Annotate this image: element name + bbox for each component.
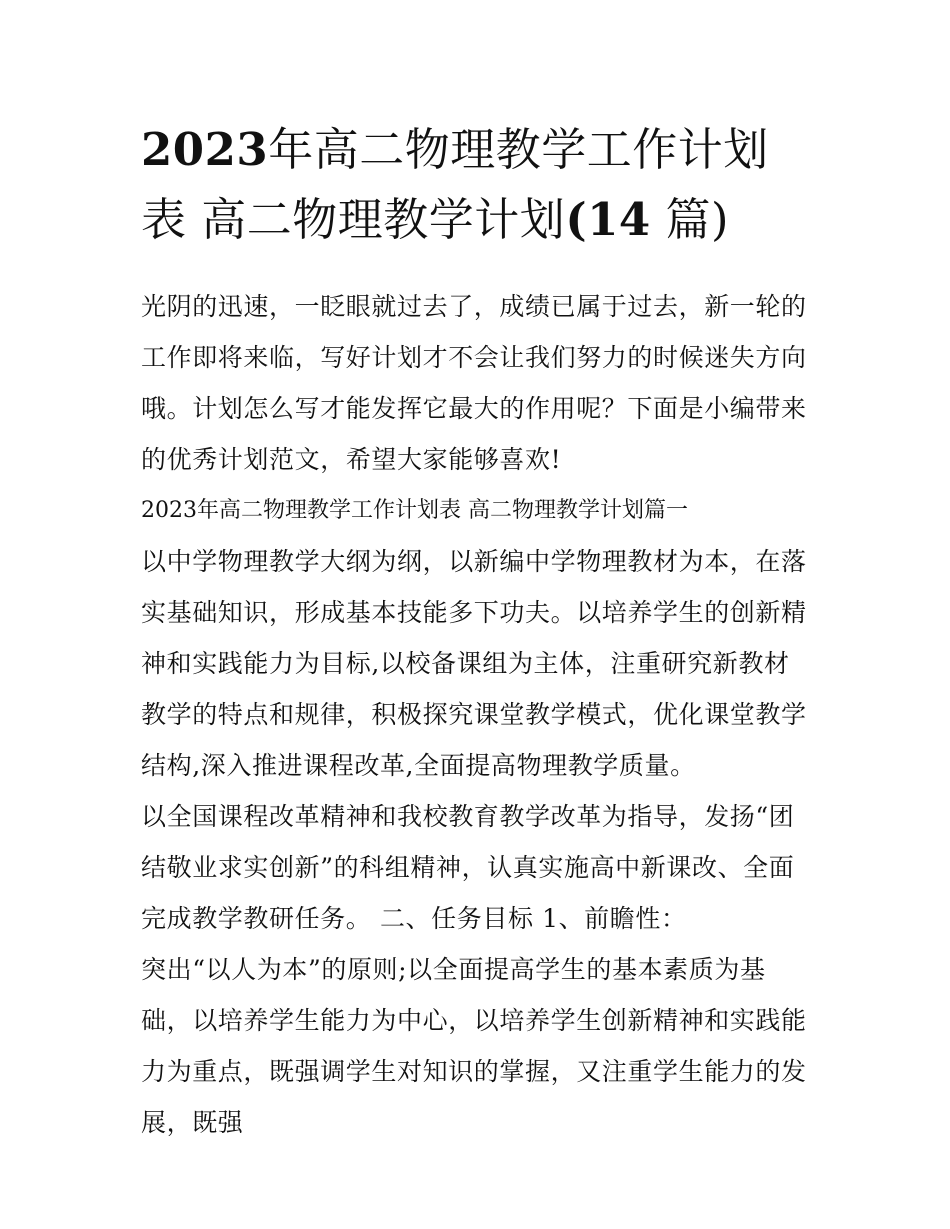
- body-paragraph-3: 突出“以人为本”的原则;以全面提高学生的基本素质为基础，以培养学生能力为中心，以培养学生创新精神和实践能力为重点，既强调学生对知识的掌握，又注重学生能力的发展，既强: [141, 955, 807, 1137]
- title-line1-text: 年高二物理教学工作计划: [268, 123, 769, 176]
- title-year: 2023: [141, 123, 269, 176]
- section-heading: 2023年高二物理教学工作计划表 高二物理教学计划篇一: [141, 498, 688, 523]
- body-paragraph-2: 以全国课程改革精神和我校教育教学改革为指导，发扬“团结敬业求实创新”的科组精神，认真实施高中新课改、全面完成教学教研任务。 二、任务目标 1、前瞻性：: [141, 802, 795, 933]
- title-line2-text: 表 高二物理教学计划: [141, 193, 566, 246]
- body-paragraph-1: 以中学物理教学大纲为纲，以新编中学物理教材为本，在落实基础知识，形成基本技能多下功夫。以培养学生的创新精神和实践能力为目标,以校备课组为主体，注重研究新教材教学的特点和规律，积极探究课堂教学模式，优化课堂教学结构,深入推进课程改革,全面提高物理教学质量。: [141, 547, 807, 780]
- intro-paragraph: 光阴的迅速，一眨眼就过去了，成绩已属于过去，新一轮的工作即将来临，写好计划才不会让我们努力的时候迷失方向哦。计划怎么写才能发挥它最大的作用呢？下面是小编带来的优秀计划范文，希望大家能够喜欢!: [141, 292, 807, 474]
- title-count: (14: [565, 193, 651, 246]
- document-page: [141, 115, 813, 1148]
- title-line2-end: 篇): [665, 193, 730, 246]
- document-title: [141, 115, 813, 255]
